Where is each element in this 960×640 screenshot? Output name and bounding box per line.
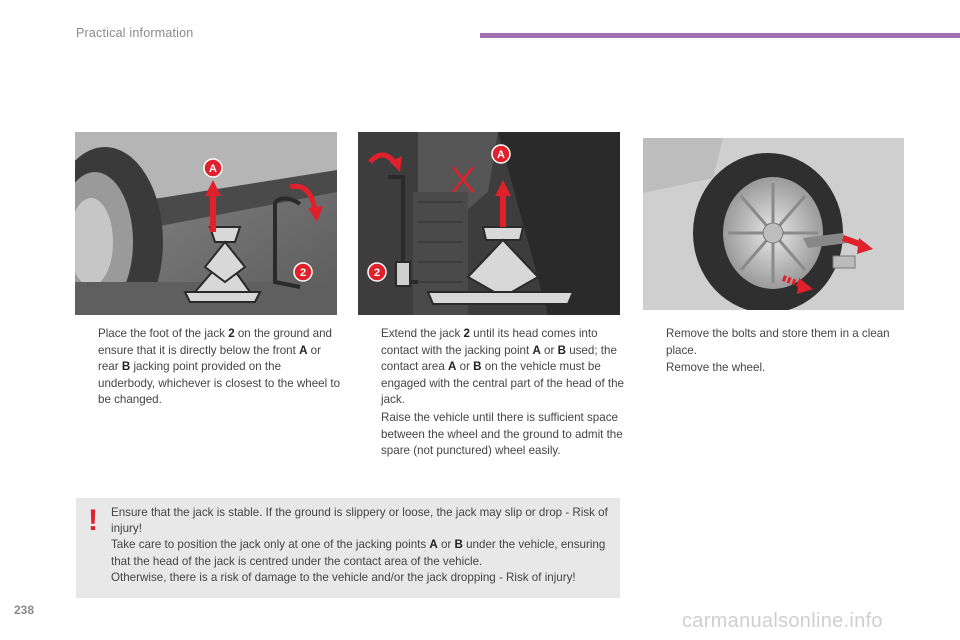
text-segment: until its head comes into contact with the jacking point: [381, 327, 598, 357]
instruction-item: [647, 326, 909, 359]
text-segment: jacking point provided on the underbody, whichever is closest to the wheel to be changed.: [98, 360, 341, 407]
warning-line: Ensure that the jack is stable. If the ground is slippery or loose, the jack may slip or drop - Risk of injury!: [111, 506, 608, 536]
point-a-ref: A: [429, 538, 438, 552]
text-segment: Remove the bolts and store them in a clean place.: [666, 327, 890, 357]
header-accent-bar: [480, 33, 960, 38]
instructions-column-3: [647, 326, 909, 378]
callout-2-label: 2: [299, 267, 307, 279]
text-segment: on the ground and ensure that it is directly below the front: [98, 327, 332, 357]
area-b-ref: B: [473, 360, 482, 374]
jack-extended-illustration: [358, 132, 620, 315]
page-number: 238: [14, 603, 35, 617]
warning-box: [76, 498, 620, 598]
jack-ref: 2: [228, 327, 235, 340]
watermark: carmanualsonline.info: [682, 610, 883, 632]
point-a-ref: A: [532, 343, 541, 357]
text-segment: used; the contact area: [381, 343, 617, 374]
instruction-item: [647, 360, 909, 377]
text-segment: Raise the vehicle until there is sufficient space between the wheel and the ground to admit the spare (not punctured) wheel easily.: [381, 410, 623, 458]
text-segment: or rear: [98, 343, 321, 374]
text-segment: on the vehicle must be engaged with the central part of the head of the jack.: [381, 360, 624, 407]
text-segment: or: [456, 360, 474, 374]
text-segment: or: [540, 343, 558, 357]
text-segment: or: [437, 538, 455, 552]
text-segment: Extend the jack: [381, 327, 464, 340]
instructions-column-2: [362, 326, 624, 461]
instruction-item: [362, 326, 624, 409]
text-segment: under the vehicle, ensuring that the head of the jack is centred under the contact area of the vehicle.: [111, 538, 606, 568]
warning-text: [111, 505, 611, 586]
text-segment: Take care to position the jack only at one of the jacking points: [111, 538, 430, 552]
warning-line: [111, 537, 611, 569]
header-title: Practical information: [76, 26, 194, 40]
point-b-ref: B: [121, 360, 131, 374]
point-b-ref: B: [454, 538, 463, 552]
jack-ref: 2: [463, 327, 470, 340]
figure-jack-extended: [358, 132, 620, 315]
warning-icon: !: [88, 504, 98, 537]
instruction-item: [362, 410, 624, 460]
point-b-ref: B: [557, 343, 566, 357]
figure-jack-placement: [75, 132, 337, 315]
jack-placement-illustration: [75, 132, 337, 315]
callout-a-label: A: [209, 163, 217, 175]
instruction-item: [79, 326, 341, 409]
warning-line: Otherwise, there is a risk of damage to the vehicle and/or the jack dropping - Risk of injury!: [111, 570, 576, 584]
instructions-column-1: [79, 326, 341, 410]
area-a-ref: A: [448, 360, 457, 374]
text-segment: Remove the wheel.: [666, 361, 766, 375]
callout-2-label: 2: [373, 267, 381, 279]
callout-a-label: A: [497, 149, 505, 161]
point-a-ref: A: [299, 343, 308, 357]
figure-remove-wheel: [643, 138, 904, 310]
text-segment: Place the foot of the jack: [98, 327, 229, 340]
remove-wheel-illustration: [643, 138, 904, 310]
